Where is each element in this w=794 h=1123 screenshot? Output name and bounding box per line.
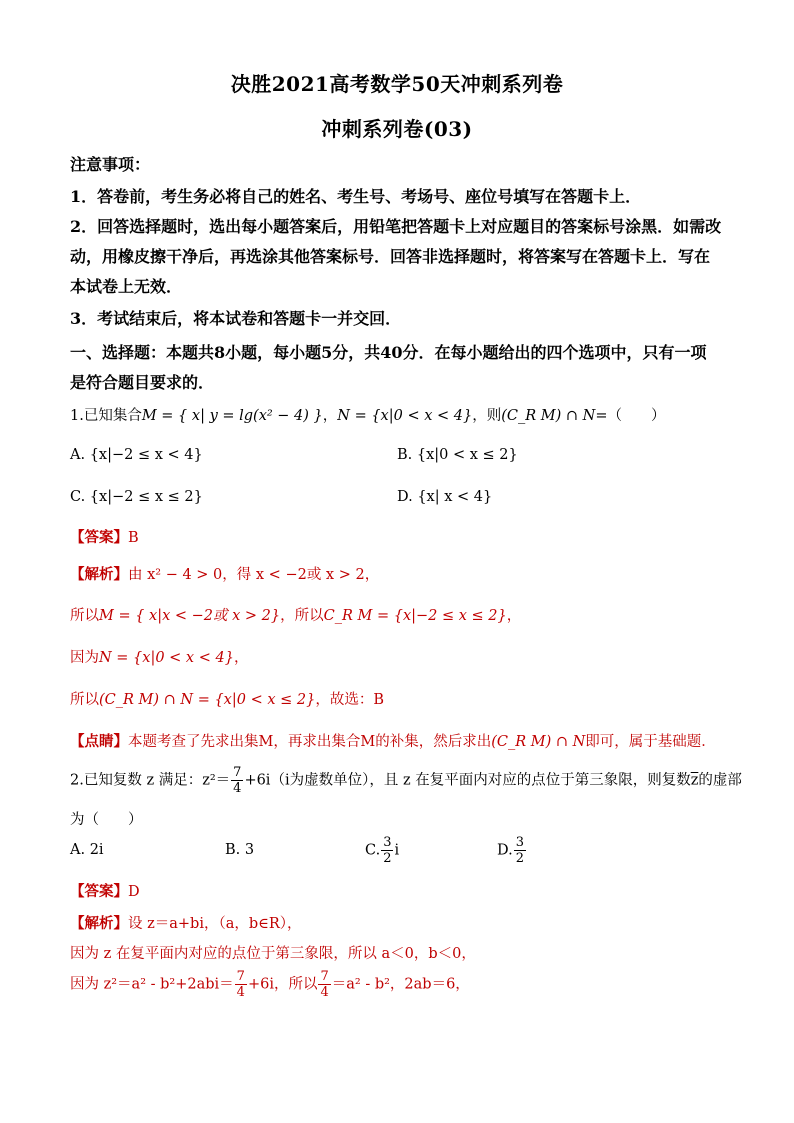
- q1-analysis-line-3: 因为N = {x|0 < x < 4}，: [70, 650, 249, 666]
- q2-fraction: $\frac{7}{4}$: [233, 765, 242, 796]
- q2-answer: [70, 880, 730, 901]
- q2-analysis-line-3: 因为 z²＝a² - b²+2abi＝ $\frac{7}{4}$ +6i，所以 $\frac{7}{4}$ ＝a² - b²，2ab＝6，: [70, 969, 470, 1000]
- notice-item-2-line-2: 动，用橡皮擦干净后，再选涂其他答案标号．回答非选择题时，将答案写在答题卡上．写在: [70, 247, 711, 266]
- section-heading-line-1: 一、选择题：本题共8小题，每小题5分，共40分．在每小题给出的四个选项中，只有一项: [70, 343, 707, 362]
- q1-option-a: A. {x|−2 ≤ x < 4}: [70, 447, 203, 463]
- notice-item-2-line-1: 2．回答选择题时，选出每小题答案后，用铅笔把答题卡上对应题目的答案标号涂黑．如需改: [70, 217, 722, 236]
- analysis-tag: 【解析】: [70, 915, 128, 932]
- q1-analysis-line-1: 【解析】由 x² − 4 > 0，得 x < −2或 x > 2，: [70, 566, 380, 583]
- q1-expression: (C_R M) ∩ N: [501, 408, 596, 424]
- q1-set-m: M = { x| y = lg(x² − 4) }: [141, 408, 323, 424]
- q1-analysis-line-4: 所以(C_R M) ∩ N = {x|0 < x ≤ 2}，故选：B: [70, 692, 384, 708]
- q2-option-d: D. $\frac{3}{2}$: [497, 835, 524, 866]
- q1-option-b: B. {x|0 < x ≤ 2}: [397, 447, 518, 463]
- q1-option-c: C. {x|−2 ≤ x ≤ 2}: [70, 489, 203, 505]
- notice-item-3: 3．考试结束后，将本试卷和答题卡一并交回．: [70, 309, 402, 328]
- analysis-tag: 【解析】: [70, 566, 128, 583]
- q1-stem: 1.已知集合M = { x| y = lg(x² − 4) }，N = {x|0 < x < 4}，则(C_R M) ∩ N=（ ）: [70, 408, 666, 424]
- q2-stem-line-1: 2.已知复数 z 满足：z²＝ $\frac{7}{4}$ +6i（i为虚数单位），且 z 在复平面内对应的点位于第三象限，则复数$\overline{z}$的虚部: [70, 765, 742, 796]
- notice-heading: 注意事项：: [70, 155, 151, 174]
- q2-option-a: A. 2i: [70, 842, 104, 858]
- notice-item-2-line-3: 本试卷上无效．: [70, 277, 183, 296]
- q2-stem-line-2: 为（ ）: [70, 812, 143, 828]
- q1-option-d: D. {x| x < 4}: [397, 489, 493, 505]
- page-title: 决胜2021高考数学50天冲刺系列卷: [230, 72, 564, 96]
- section-heading-line-2: 是符合题目要求的．: [70, 373, 215, 392]
- comment-tag: 【点睛】: [70, 733, 128, 750]
- q1-analysis-line-2: 所以M = { x|x < −2或 x > 2}，所以C_R M = {x|−2 ≤ x ≤ 2}，: [70, 608, 522, 624]
- q2-option-b: B. 3: [225, 842, 255, 858]
- answer-value: D: [128, 884, 140, 900]
- q1-answer: [70, 526, 730, 547]
- answer-tag: 【答案】: [70, 529, 128, 546]
- page-subtitle: 冲刺系列卷(03): [321, 117, 473, 141]
- answer-tag: 【答案】: [70, 883, 128, 900]
- notice-item-1: 1．答卷前，考生务必将自己的姓名、考生号、考场号、座位号填写在答题卡上．: [70, 187, 642, 206]
- answer-value: B: [128, 530, 139, 546]
- q2-z-conjugate: $\overline{z}$: [690, 772, 699, 789]
- q2-option-c: C. $\frac{3}{2}$ i: [365, 835, 400, 866]
- q2-analysis-line-1: 【解析】设 z＝a+bi，（a，b∈R），: [70, 915, 302, 932]
- q1-comment: 【点睛】本题考查了先求出集M，再求出集合M的补集，然后求出(C_R M) ∩ N即可，属于基础题．: [70, 733, 716, 750]
- q1-set-n: N = {x|0 < x < 4}: [337, 408, 473, 424]
- q2-analysis-line-2: 因为 z 在复平面内对应的点位于第三象限，所以 a＜0，b＜0，: [70, 946, 476, 962]
